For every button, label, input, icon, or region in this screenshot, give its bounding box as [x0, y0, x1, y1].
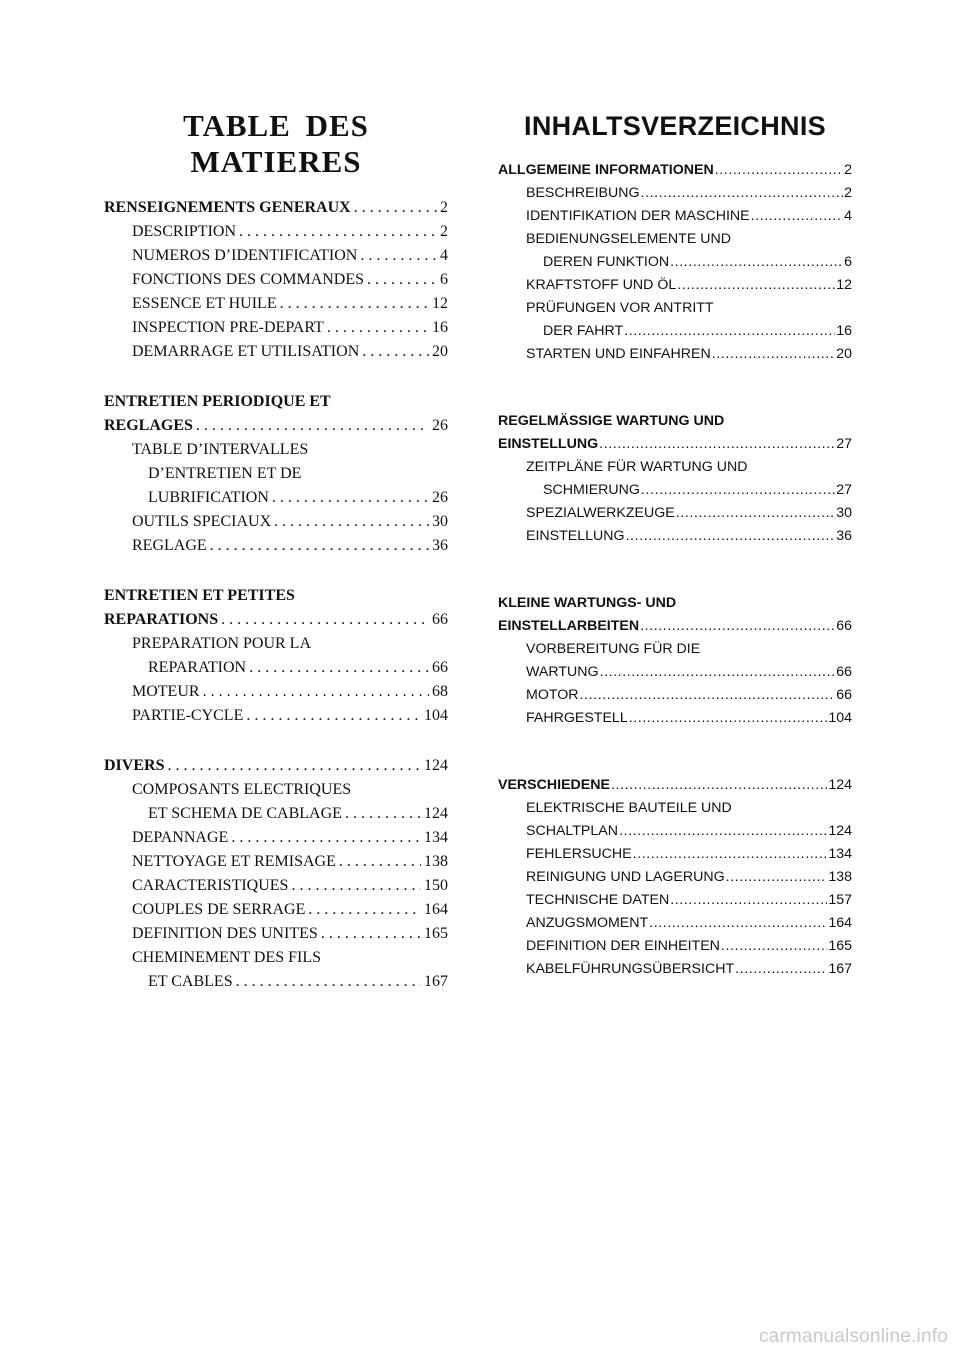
toc-page-number: 66 [432, 611, 448, 628]
toc-title-german: INHALTSVERZEICHNIS [524, 111, 826, 141]
toc-entry[interactable] [104, 292, 448, 316]
toc-entry-title: ENTRETIEN ET PETITES [104, 587, 295, 604]
toc-page-number: 134 [828, 846, 852, 862]
toc-section-heading[interactable] [104, 608, 448, 632]
toc-entry[interactable] [104, 656, 448, 680]
toc-entry-title: LUBRIFICATION [148, 489, 269, 506]
toc-entry[interactable] [104, 438, 448, 462]
toc-entry-title: WARTUNG [526, 664, 599, 680]
toc-page-number: 104 [424, 707, 448, 724]
toc-column-french [104, 108, 448, 994]
dot-leader [354, 196, 437, 220]
toc-entry[interactable] [498, 205, 852, 228]
dot-leader [640, 615, 835, 638]
dot-leader [239, 220, 437, 244]
toc-entry[interactable] [498, 182, 852, 205]
toc-entry[interactable] [104, 220, 448, 244]
toc-entry[interactable] [498, 228, 852, 251]
toc-entry[interactable] [498, 456, 852, 479]
toc-page-number: 6 [844, 254, 852, 270]
toc-entry-title: RENSEIGNEMENTS GENERAUX [104, 199, 351, 216]
toc-section-heading[interactable] [498, 774, 852, 797]
toc-page-number: 16 [836, 323, 852, 339]
toc-section-heading[interactable] [498, 615, 852, 638]
toc-entry[interactable] [498, 866, 852, 889]
toc-entry[interactable] [104, 462, 448, 486]
dot-leader [599, 433, 835, 456]
toc-page-number: 26 [432, 489, 448, 506]
toc-entry[interactable] [104, 802, 448, 826]
toc-section-heading[interactable] [104, 390, 448, 414]
dot-leader [196, 414, 429, 438]
toc-entry[interactable] [498, 274, 852, 297]
toc-entry[interactable] [498, 251, 852, 274]
toc-page-number: 124 [828, 777, 852, 793]
dot-leader [721, 935, 827, 958]
toc-page-number: 6 [440, 271, 448, 288]
toc-section [498, 410, 852, 548]
toc-entry[interactable] [498, 661, 852, 684]
toc-entry-title: ELEKTRISCHE BAUTEILE UND [526, 800, 732, 816]
toc-entry[interactable] [498, 912, 852, 935]
toc-entry-title: DIVERS [104, 757, 165, 774]
toc-entry-title: COMPOSANTS ELECTRIQUES [132, 781, 352, 798]
toc-page-number: 12 [836, 277, 852, 293]
toc-entry-title: ENTRETIEN PERIODIQUE ET [104, 393, 331, 410]
dot-leader [580, 684, 836, 707]
toc-entry-title: ZEITPLÄNE FÜR WARTUNG UND [526, 459, 748, 475]
toc-section-heading[interactable] [498, 592, 852, 615]
toc-entry[interactable] [104, 850, 448, 874]
toc-page-number: 124 [424, 757, 448, 774]
toc-page-number: 30 [432, 513, 448, 530]
toc-page-number: 66 [432, 659, 448, 676]
toc-page-number: 2 [844, 185, 852, 201]
toc-page-number: 138 [424, 853, 448, 870]
toc-entry-title: REINIGUNG UND LAGERUNG [526, 869, 725, 885]
dot-leader [362, 340, 429, 364]
dot-leader [633, 843, 828, 866]
toc-entry[interactable] [498, 958, 852, 981]
dot-leader [626, 525, 836, 548]
toc-entry-title: ANZUGSMOMENT [526, 915, 649, 931]
toc-page-number: 66 [836, 664, 852, 680]
toc-entry-title: IDENTIFIKATION DER MASCHINE [526, 208, 750, 224]
toc-page-number: 26 [432, 417, 448, 434]
toc-entry-title: REGELMÄSSIGE WARTUNG UND [498, 413, 725, 429]
toc-entry[interactable] [498, 935, 852, 958]
dot-leader [203, 680, 429, 704]
toc-entry-title: STARTEN UND EINFAHREN [526, 346, 711, 362]
toc-section-heading[interactable] [104, 754, 448, 778]
toc-entry-title: DEPANNAGE [132, 829, 229, 846]
dot-leader [272, 486, 429, 510]
toc-entry-title: D’ENTRETIEN ET DE [148, 465, 302, 482]
dot-leader [600, 661, 836, 684]
toc-entry-title: DER FAHRT [543, 323, 624, 339]
toc-entry[interactable] [498, 843, 852, 866]
toc-entry[interactable] [104, 874, 448, 898]
toc-entry-title: ESSENCE ET HUILE [132, 295, 277, 312]
toc-page-number: 2 [440, 199, 448, 216]
toc-entry-title: MOTEUR [132, 683, 200, 700]
toc-entry[interactable] [104, 704, 448, 728]
toc-page-number: 164 [424, 901, 448, 918]
toc-page-number: 134 [424, 829, 448, 846]
toc-entry-title: FONCTIONS DES COMMANDES [132, 271, 365, 288]
toc-page-number: 167 [828, 961, 852, 977]
toc-entry[interactable] [104, 898, 448, 922]
toc-entry-title: FAHRGESTELL [526, 710, 628, 726]
toc-entry-title: TABLE D’INTERVALLES [132, 441, 309, 458]
toc-page-number: 104 [828, 710, 852, 726]
toc-entry[interactable] [104, 826, 448, 850]
toc-entry-title: SCHALTPLAN [526, 823, 618, 839]
dot-leader [236, 970, 421, 994]
toc-section [104, 754, 448, 994]
toc-section-heading[interactable] [104, 196, 448, 220]
toc-section-heading[interactable] [498, 410, 852, 433]
toc-entry-title: MOTOR [526, 687, 579, 703]
toc-entry-title: BESCHREIBUNG [526, 185, 640, 201]
toc-entry-title: COUPLES DE SERRAGE [132, 901, 306, 918]
dot-leader [167, 754, 421, 778]
toc-entry[interactable] [104, 244, 448, 268]
toc-entry[interactable] [104, 632, 448, 656]
toc-entry[interactable] [498, 525, 852, 548]
toc-entry[interactable] [104, 486, 448, 510]
toc-page-number: 36 [432, 537, 448, 554]
toc-page-number: 150 [424, 877, 448, 894]
toc-entry[interactable] [498, 707, 852, 730]
dot-leader [210, 534, 429, 558]
toc-entry-title: EINSTELLUNG [526, 528, 625, 544]
toc-page-number: 165 [828, 938, 852, 954]
dot-leader [670, 251, 843, 274]
dot-leader [221, 608, 429, 632]
dot-leader [629, 707, 828, 730]
dot-leader [291, 874, 421, 898]
toc-entry-title: ET SCHEMA DE CABLAGE [148, 805, 342, 822]
toc-entry[interactable] [498, 797, 852, 820]
toc-page-number: 124 [828, 823, 852, 839]
toc-page-number: 157 [828, 892, 852, 908]
dot-leader [611, 774, 827, 797]
dot-leader [274, 510, 429, 534]
toc-page-number: 124 [424, 805, 448, 822]
toc-entry-title: DEFINITION DER EINHEITEN [526, 938, 720, 954]
toc-entry[interactable] [498, 297, 852, 320]
toc-entry-title: REGLAGE [132, 537, 207, 554]
toc-title-french-line1: TABLE DES [183, 108, 369, 143]
toc-section [498, 159, 852, 366]
toc-entry[interactable] [104, 970, 448, 994]
toc-column-german [498, 108, 852, 981]
dot-leader [327, 316, 429, 340]
toc-page-number: 165 [424, 925, 448, 942]
dot-leader [641, 182, 844, 205]
toc-page-number: 12 [432, 295, 448, 312]
toc-page-number: 164 [828, 915, 852, 931]
toc-entry[interactable] [104, 268, 448, 292]
toc-section [104, 196, 448, 364]
dot-leader [367, 268, 437, 292]
toc-entry-title: KABELFÜHRUNGSÜBERSICHT [526, 961, 735, 977]
dot-leader [249, 656, 429, 680]
toc-entry-title: NETTOYAGE ET REMISAGE [132, 853, 336, 870]
dot-leader [641, 479, 835, 502]
toc-page-number: 2 [440, 223, 448, 240]
dot-leader [280, 292, 429, 316]
toc-entry[interactable] [498, 320, 852, 343]
toc-page-number: 20 [836, 346, 852, 362]
toc-page-number: 66 [836, 618, 852, 634]
toc-sections-french [104, 196, 448, 994]
dot-leader [339, 850, 421, 874]
toc-page-number: 167 [424, 973, 448, 990]
toc-page-number: 27 [836, 436, 852, 452]
toc-entry[interactable] [104, 316, 448, 340]
toc-entry[interactable] [498, 502, 852, 525]
toc-entry-title: DEMARRAGE ET UTILISATION [132, 343, 360, 360]
toc-entry-title: KRAFTSTOFF UND ÖL [526, 277, 677, 293]
toc-page-number: 2 [844, 162, 852, 178]
toc-entry[interactable] [498, 684, 852, 707]
toc-entry-title: PARTIE-CYCLE [132, 707, 244, 724]
toc-entry[interactable] [498, 638, 852, 661]
toc-entry-title: VORBEREITUNG FÜR DIE [526, 641, 701, 657]
toc-title-french [104, 108, 448, 180]
toc-entry-title: ET CABLES [148, 973, 233, 990]
dot-leader [345, 802, 421, 826]
toc-section [104, 584, 448, 728]
toc-entry-title: CARACTERISTIQUES [132, 877, 289, 894]
dot-leader [360, 244, 437, 268]
toc-entry[interactable] [104, 778, 448, 802]
toc-page-number: 16 [432, 319, 448, 336]
dot-leader [231, 826, 421, 850]
toc-entry-title: NUMEROS D’IDENTIFICATION [132, 247, 358, 264]
toc-page-number: 66 [836, 687, 852, 703]
toc-section [104, 390, 448, 558]
toc-entry-title: ALLGEMEINE INFORMATIONEN [498, 162, 714, 178]
dot-leader [670, 889, 827, 912]
dot-leader [619, 820, 827, 843]
toc-section-heading[interactable] [104, 414, 448, 438]
toc-entry-title: CHEMINEMENT DES FILS [132, 949, 322, 966]
toc-entry-title: BEDIENUNGSELEMENTE UND [526, 231, 731, 247]
toc-entry-title: REPARATIONS [104, 611, 219, 628]
toc-entry-title: EINSTELLUNG [498, 436, 599, 452]
dot-leader [715, 159, 843, 182]
toc-page-number: 4 [440, 247, 448, 264]
toc-entry-title: INSPECTION PRE-DEPART [132, 319, 324, 336]
toc-entry[interactable] [104, 922, 448, 946]
toc-entry-title: OUTILS SPECIAUX [132, 513, 272, 530]
toc-entry-title: VERSCHIEDENE [498, 777, 610, 793]
toc-section [498, 592, 852, 730]
toc-page-number: 36 [836, 528, 852, 544]
toc-sections-german [498, 159, 852, 981]
toc-entry-title: SCHMIERUNG [543, 482, 640, 498]
dot-leader [735, 958, 827, 981]
dot-leader [677, 274, 835, 297]
toc-entry-title: PREPARATION POUR LA [132, 635, 311, 652]
toc-entry[interactable] [498, 343, 852, 366]
dot-leader [712, 343, 835, 366]
toc-page-number: 68 [432, 683, 448, 700]
toc-entry[interactable] [104, 680, 448, 704]
toc-entry[interactable] [498, 820, 852, 843]
toc-entry-title: TECHNISCHE DATEN [526, 892, 670, 908]
toc-entry-title: REGLAGES [104, 417, 193, 434]
toc-entry-title: DEREN FUNKTION [543, 254, 670, 270]
dot-leader [676, 502, 835, 525]
dot-leader [321, 922, 421, 946]
toc-section-heading[interactable] [498, 433, 852, 456]
toc-page-number: 4 [844, 208, 852, 224]
toc-entry-title: KLEINE WARTUNGS- UND [498, 595, 677, 611]
toc-entry[interactable] [498, 479, 852, 502]
toc-page-number: 20 [432, 343, 448, 360]
toc-entry[interactable] [104, 946, 448, 970]
toc-entry-title: EINSTELLARBEITEN [498, 618, 640, 634]
toc-entry[interactable] [498, 889, 852, 912]
toc-page-number: 138 [828, 869, 852, 885]
dot-leader [649, 912, 827, 935]
toc-entry[interactable] [104, 534, 448, 558]
toc-page-number: 27 [836, 482, 852, 498]
toc-title-french-line2: MATIERES [190, 144, 362, 179]
dot-leader [726, 866, 828, 889]
toc-entry-title: DEFINITION DES UNITES [132, 925, 318, 942]
toc-entry[interactable] [104, 510, 448, 534]
toc-page-number: 30 [836, 505, 852, 521]
toc-section [498, 774, 852, 981]
toc-entry-title: DESCRIPTION [132, 223, 237, 240]
watermark-text: carmanualsonline.info [758, 1326, 948, 1347]
toc-entry-title: FEHLERSUCHE [526, 846, 632, 862]
toc-entry[interactable] [104, 340, 448, 364]
toc-section-heading[interactable] [104, 584, 448, 608]
dot-leader [751, 205, 844, 228]
dot-leader [308, 898, 421, 922]
toc-section-heading[interactable] [498, 159, 852, 182]
toc-entry-title: REPARATION [148, 659, 247, 676]
dot-leader [246, 704, 421, 728]
dot-leader [624, 320, 835, 343]
toc-entry-title: PRÜFUNGEN VOR ANTRITT [526, 300, 714, 316]
toc-entry-title: SPEZIALWERKZEUGE [526, 505, 675, 521]
